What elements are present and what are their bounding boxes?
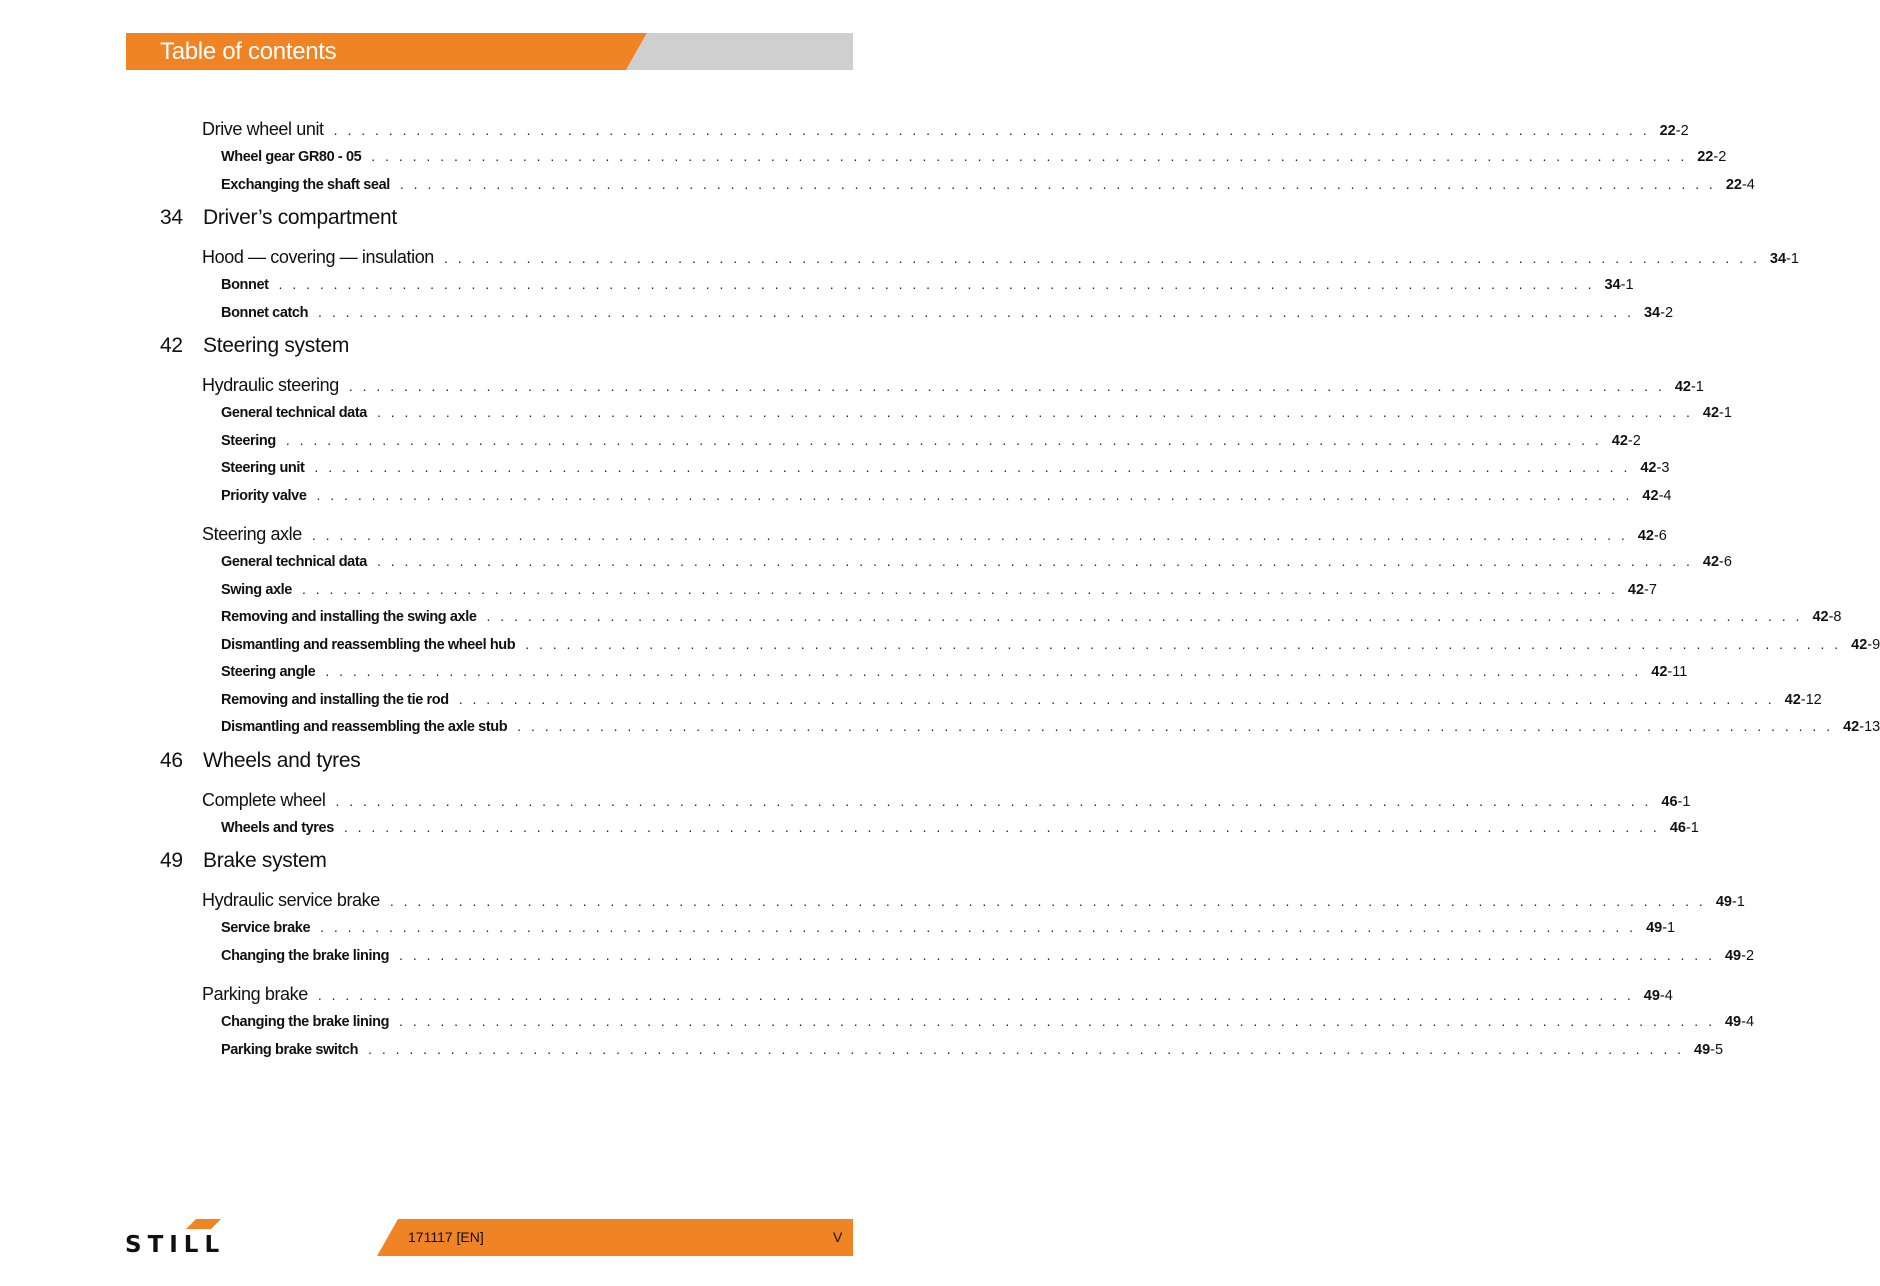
toc-entry-title: Changing the brake lining (221, 947, 390, 964)
toc-entry-title: General technical data (221, 405, 367, 421)
dot-leader: . . . . . . . . . . . . . . . . . . . . . . . . . . . . . . . . . . . . . . . . . . . . . . . . . . . . . . . . . . . . . . . . . . . . . . . . . . . . . . . . . . . . . . . . . . . . . . . . (368, 1040, 1684, 1057)
header-grey-band (626, 33, 853, 70)
toc-entry-title: Priority valve (221, 487, 307, 504)
toc-subsection-entry[interactable] (221, 818, 1699, 836)
dot-leader: . . . . . . . . . . . . . . . . . . . . . . . . . . . . . . . . . . . . . . . . . . . . . . . . . . . . . . . . . . . . . . . . . . . . . . . . . . . . . . . . . . . . . . . . . . . . . . . . (517, 718, 1834, 734)
toc-page-number: 49-4 (1643, 988, 1673, 1004)
toc-entry-title: Steering axle (202, 524, 302, 544)
toc-entry-title: Service brake (221, 920, 311, 936)
toc-page-number: 42-8 (1812, 609, 1842, 625)
toc-section-entry[interactable] (202, 984, 1673, 1005)
chapter-heading (160, 849, 327, 873)
chapter-number: 46 (160, 748, 183, 772)
toc-entry-title: Hydraulic steering (202, 375, 339, 395)
toc-page-number: 42-12 (1784, 691, 1822, 708)
toc-entry-title: Removing and installing the tie rod (221, 691, 449, 708)
toc-page-number: 42-6 (1702, 554, 1732, 570)
toc-page-number: 42-7 (1627, 581, 1657, 598)
page-title: Table of contents (160, 38, 337, 65)
dot-leader: . . . . . . . . . . . . . . . . . . . . . . . . . . . . . . . . . . . . . . . . . . . . . . . . . . . . . . . . . . . . . . . . . . . . . . . . . . . . . . . . . . . . . . . . . . . . . . . . (399, 1013, 1715, 1029)
toc-entry-title: Dismantling and reassembling the axle stub (221, 719, 508, 735)
toc-page-number: 42-6 (1637, 528, 1667, 544)
toc-subsection-entry[interactable] (221, 580, 1657, 598)
toc-subsection-entry[interactable] (221, 663, 1688, 680)
dot-leader: . . . . . . . . . . . . . . . . . . . . . . . . . . . . . . . . . . . . . . . . . . . . . . . . . . . . . . . . . . . . . . . . . . . . . . . . . . . . . . . . . . . . . . . . . . . . . . . . (317, 987, 1634, 1003)
toc-page-number: 22-2 (1659, 123, 1689, 139)
dot-leader: . . . . . . . . . . . . . . . . . . . . . . . . . . . . . . . . . . . . . . . . . . . . . . . . . . . . . . . . . . . . . . . . . . . . . . . . . . . . . . . . . . . . . . . . . . . . . . . . (335, 792, 1652, 809)
toc-page-number: 42-1 (1702, 405, 1732, 421)
dot-leader: . . . . . . . . . . . . . . . . . . . . . . . . . . . . . . . . . . . . . . . . . . . . . . . . . . . . . . . . . . . . . . . . . . . . . . . . . . . . . . . . . . . . . . . . . . . . . . . . (376, 553, 1693, 569)
chapter-heading (160, 334, 349, 358)
toc-page-number: 49-2 (1724, 947, 1755, 964)
toc-entry-title: Bonnet catch (221, 304, 309, 321)
toc-subsection-entry[interactable] (221, 404, 1732, 421)
toc-page-number: 49-4 (1724, 1014, 1755, 1030)
still-logo (125, 1218, 260, 1258)
chapter-heading (160, 749, 360, 773)
chapter-title: Driver’s compartment (203, 206, 397, 229)
dot-leader: . . . . . . . . . . . . . . . . . . . . . . . . . . . . . . . . . . . . . . . . . . . . . . . . . . . . . . . . . . . . . . . . . . . . . . . . . . . . . . . . . . . . . . . . . . . . . . . . (443, 250, 1760, 266)
chapter-number: 42 (160, 334, 183, 357)
toc-entry-title: General technical data (221, 554, 367, 570)
dot-leader: . . . . . . . . . . . . . . . . . . . . . . . . . . . . . . . . . . . . . . . . . . . . . . . . . . . . . . . . . . . . . . . . . . . . . . . . . . . . . . . . . . . . . . . . . . . . . . . . (458, 690, 1775, 707)
dot-leader: . . . . . . . . . . . . . . . . . . . . . . . . . . . . . . . . . . . . . . . . . . . . . . . . . . . . . . . . . . . . . . . . . . . . . . . . . . . . . . . . . . . . . . . . . . . . . . . . (285, 431, 1602, 448)
dot-leader: . . . . . . . . . . . . . . . . . . . . . . . . . . . . . . . . . . . . . . . . . . . . . . . . . . . . . . . . . . . . . . . . . . . . . . . . . . . . . . . . . . . . . . . . . . . . . . . . (316, 486, 1633, 503)
toc-entry-title: Steering unit (221, 460, 305, 476)
dot-leader: . . . . . . . . . . . . . . . . . . . . . . . . . . . . . . . . . . . . . . . . . . . . . . . . . . . . . . . . . . . . . . . . . . . . . . . . . . . . . . . . . . . . . . . . . . . . . . . . (311, 527, 1628, 543)
dot-leader: . . . . . . . . . . . . . . . . . . . . . . . . . . . . . . . . . . . . . . . . . . . . . . . . . . . . . . . . . . . . . . . . . . . . . . . . . . . . . . . . . . . . . . . . . . . . . . . . (314, 459, 1631, 475)
toc-entry-title: Bonnet (221, 277, 269, 293)
dot-leader: . . . . . . . . . . . . . . . . . . . . . . . . . . . . . . . . . . . . . . . . . . . . . . . . . . . . . . . . . . . . . . . . . . . . . . . . . . . . . . . . . . . . . . . . . . . . . . . . (486, 608, 1803, 624)
toc-entry-title: Steering (221, 432, 276, 449)
dot-leader: . . . . . . . . . . . . . . . . . . . . . . . . . . . . . . . . . . . . . . . . . . . . . . . . . . . . . . . . . . . . . . . . . . . . . . . . . . . . . . . . . . . . . . . . . . . . . . . . (278, 276, 1595, 292)
toc-page-number: 34-1 (1769, 251, 1799, 267)
dot-leader: . . . . . . . . . . . . . . . . . . . . . . . . . . . . . . . . . . . . . . . . . . . . . . . . . . . . . . . . . . . . . . . . . . . . . . . . . . . . . . . . . . . . . . . . . . . . . . . . (376, 404, 1693, 420)
toc-entry-title: Parking brake switch (221, 1041, 359, 1058)
toc-subsection-entry[interactable] (221, 459, 1670, 476)
toc-page-number: 46-1 (1669, 819, 1699, 836)
toc-section-entry[interactable] (202, 890, 1745, 911)
toc-subsection-entry[interactable] (221, 276, 1634, 293)
dot-leader: . . . . . . . . . . . . . . . . . . . . . . . . . . . . . . . . . . . . . . . . . . . . . . . . . . . . . . . . . . . . . . . . . . . . . . . . . . . . . . . . . . . . . . . . . . . . . . . . (389, 893, 1706, 909)
logo-wordmark: STILL (125, 1232, 226, 1258)
chapter-title: Brake system (203, 849, 327, 872)
dot-leader: . . . . . . . . . . . . . . . . . . . . . . . . . . . . . . . . . . . . . . . . . . . . . . . . . . . . . . . . . . . . . . . . . . . . . . . . . . . . . . . . . . . . . . . . . . . . . . . . (371, 148, 1688, 164)
toc-subsection-entry[interactable] (221, 718, 1880, 735)
toc-page-number: 42-1 (1674, 379, 1704, 395)
toc-entry-title: Hood — covering — insulation (202, 247, 434, 267)
toc-page-number: 42-4 (1642, 487, 1672, 504)
page-header (126, 33, 853, 70)
page-number: V (833, 1229, 843, 1245)
toc-subsection-entry[interactable] (221, 175, 1755, 193)
toc-entry-title: Changing the brake lining (221, 1014, 390, 1030)
toc-section-entry[interactable] (202, 524, 1667, 545)
toc-subsection-entry[interactable] (221, 1013, 1755, 1030)
toc-entry-title: Removing and installing the swing axle (221, 609, 477, 625)
toc-subsection-entry[interactable] (221, 553, 1732, 570)
toc-page-number: 42-13 (1843, 719, 1880, 735)
toc-entry-title: Drive wheel unit (202, 119, 324, 139)
toc-entry-title: Wheel gear GR80 - 05 (221, 149, 362, 165)
chapter-title: Wheels and tyres (203, 748, 361, 772)
document-code: 171117 [EN] (408, 1229, 484, 1245)
toc-subsection-entry[interactable] (221, 303, 1674, 321)
dot-leader: . . . . . . . . . . . . . . . . . . . . . . . . . . . . . . . . . . . . . . . . . . . . . . . . . . . . . . . . . . . . . . . . . . . . . . . . . . . . . . . . . . . . . . . . . . . . . . . . (348, 378, 1665, 394)
dot-leader: . . . . . . . . . . . . . . . . . . . . . . . . . . . . . . . . . . . . . . . . . . . . . . . . . . . . . . . . . . . . . . . . . . . . . . . . . . . . . . . . . . . . . . . . . . . . . . . . (301, 580, 1618, 597)
toc-section-entry[interactable] (202, 119, 1689, 140)
toc-page-number: 22-4 (1725, 176, 1755, 193)
toc-page-number: 42-3 (1640, 460, 1670, 476)
chapter-number: 34 (160, 206, 183, 229)
toc-subsection-entry[interactable] (221, 1040, 1724, 1058)
toc-subsection-entry[interactable] (221, 919, 1676, 936)
toc-section-entry[interactable] (202, 247, 1799, 268)
dot-leader: . . . . . . . . . . . . . . . . . . . . . . . . . . . . . . . . . . . . . . . . . . . . . . . . . . . . . . . . . . . . . . . . . . . . . . . . . . . . . . . . . . . . . . . . . . . . . . . . (399, 175, 1716, 192)
toc-page-number: 46-1 (1661, 793, 1691, 810)
toc-page-number: 34-1 (1604, 277, 1634, 293)
dot-leader: . . . . . . . . . . . . . . . . . . . . . . . . . . . . . . . . . . . . . . . . . . . . . . . . . . . . . . . . . . . . . . . . . . . . . . . . . . . . . . . . . . . . . . . . . . . . . . . . (399, 946, 1715, 963)
toc-subsection-entry[interactable] (221, 148, 1727, 165)
toc-subsection-entry[interactable] (221, 608, 1842, 625)
toc-entry-title: Dismantling and reassembling the wheel hub (221, 636, 516, 653)
dot-leader: . . . . . . . . . . . . . . . . . . . . . . . . . . . . . . . . . . . . . . . . . . . . . . . . . . . . . . . . . . . . . . . . . . . . . . . . . . . . . . . . . . . . . . . . . . . . . . . . (325, 663, 1642, 679)
toc-subsection-entry[interactable] (221, 946, 1755, 964)
toc-section-entry[interactable] (202, 375, 1704, 396)
toc-subsection-entry[interactable] (221, 431, 1641, 449)
toc-entry-title: Swing axle (221, 581, 292, 598)
toc-page-number: 34-2 (1643, 304, 1674, 321)
toc-page-number: 49-1 (1646, 920, 1676, 936)
toc-section-entry[interactable] (202, 789, 1691, 811)
chapter-title: Steering system (203, 334, 350, 357)
dot-leader: . . . . . . . . . . . . . . . . . . . . . . . . . . . . . . . . . . . . . . . . . . . . . . . . . . . . . . . . . . . . . . . . . . . . . . . . . . . . . . . . . . . . . . . . . . . . . . . . (525, 635, 1842, 652)
toc-page-number: 49-5 (1694, 1041, 1724, 1058)
toc-page-number: 42-11 (1651, 664, 1688, 680)
toc-page-number: 42-2 (1611, 432, 1641, 449)
toc-subsection-entry[interactable] (221, 690, 1822, 708)
toc-subsection-entry[interactable] (221, 635, 1880, 653)
toc-entry-title: Wheels and tyres (221, 819, 334, 836)
dot-leader: . . . . . . . . . . . . . . . . . . . . . . . . . . . . . . . . . . . . . . . . . . . . . . . . . . . . . . . . . . . . . . . . . . . . . . . . . . . . . . . . . . . . . . . . . . . . . . . . (318, 303, 1634, 320)
chapter-heading (160, 206, 397, 230)
chapter-number: 49 (160, 849, 183, 872)
dot-leader: . . . . . . . . . . . . . . . . . . . . . . . . . . . . . . . . . . . . . . . . . . . . . . . . . . . . . . . . . . . . . . . . . . . . . . . . . . . . . . . . . . . . . . . . . . . . . . . . (343, 818, 1660, 835)
toc-entry-title: Steering angle (221, 664, 316, 680)
toc-entry-title: Complete wheel (202, 789, 326, 810)
dot-leader: . . . . . . . . . . . . . . . . . . . . . . . . . . . . . . . . . . . . . . . . . . . . . . . . . . . . . . . . . . . . . . . . . . . . . . . . . . . . . . . . . . . . . . . . . . . . . . . . (320, 919, 1637, 935)
toc-entry-title: Exchanging the shaft seal (221, 176, 390, 193)
toc-subsection-entry[interactable] (221, 486, 1672, 504)
toc-page-number: 42-9 (1851, 636, 1880, 653)
toc-entry-title: Parking brake (202, 984, 308, 1004)
toc-page-number: 49-1 (1715, 894, 1745, 910)
dot-leader: . . . . . . . . . . . . . . . . . . . . . . . . . . . . . . . . . . . . . . . . . . . . . . . . . . . . . . . . . . . . . . . . . . . . . . . . . . . . . . . . . . . . . . . . . . . . . . . . (333, 122, 1650, 138)
toc-page-number: 22-2 (1697, 149, 1727, 165)
toc-entry-title: Hydraulic service brake (202, 890, 380, 910)
